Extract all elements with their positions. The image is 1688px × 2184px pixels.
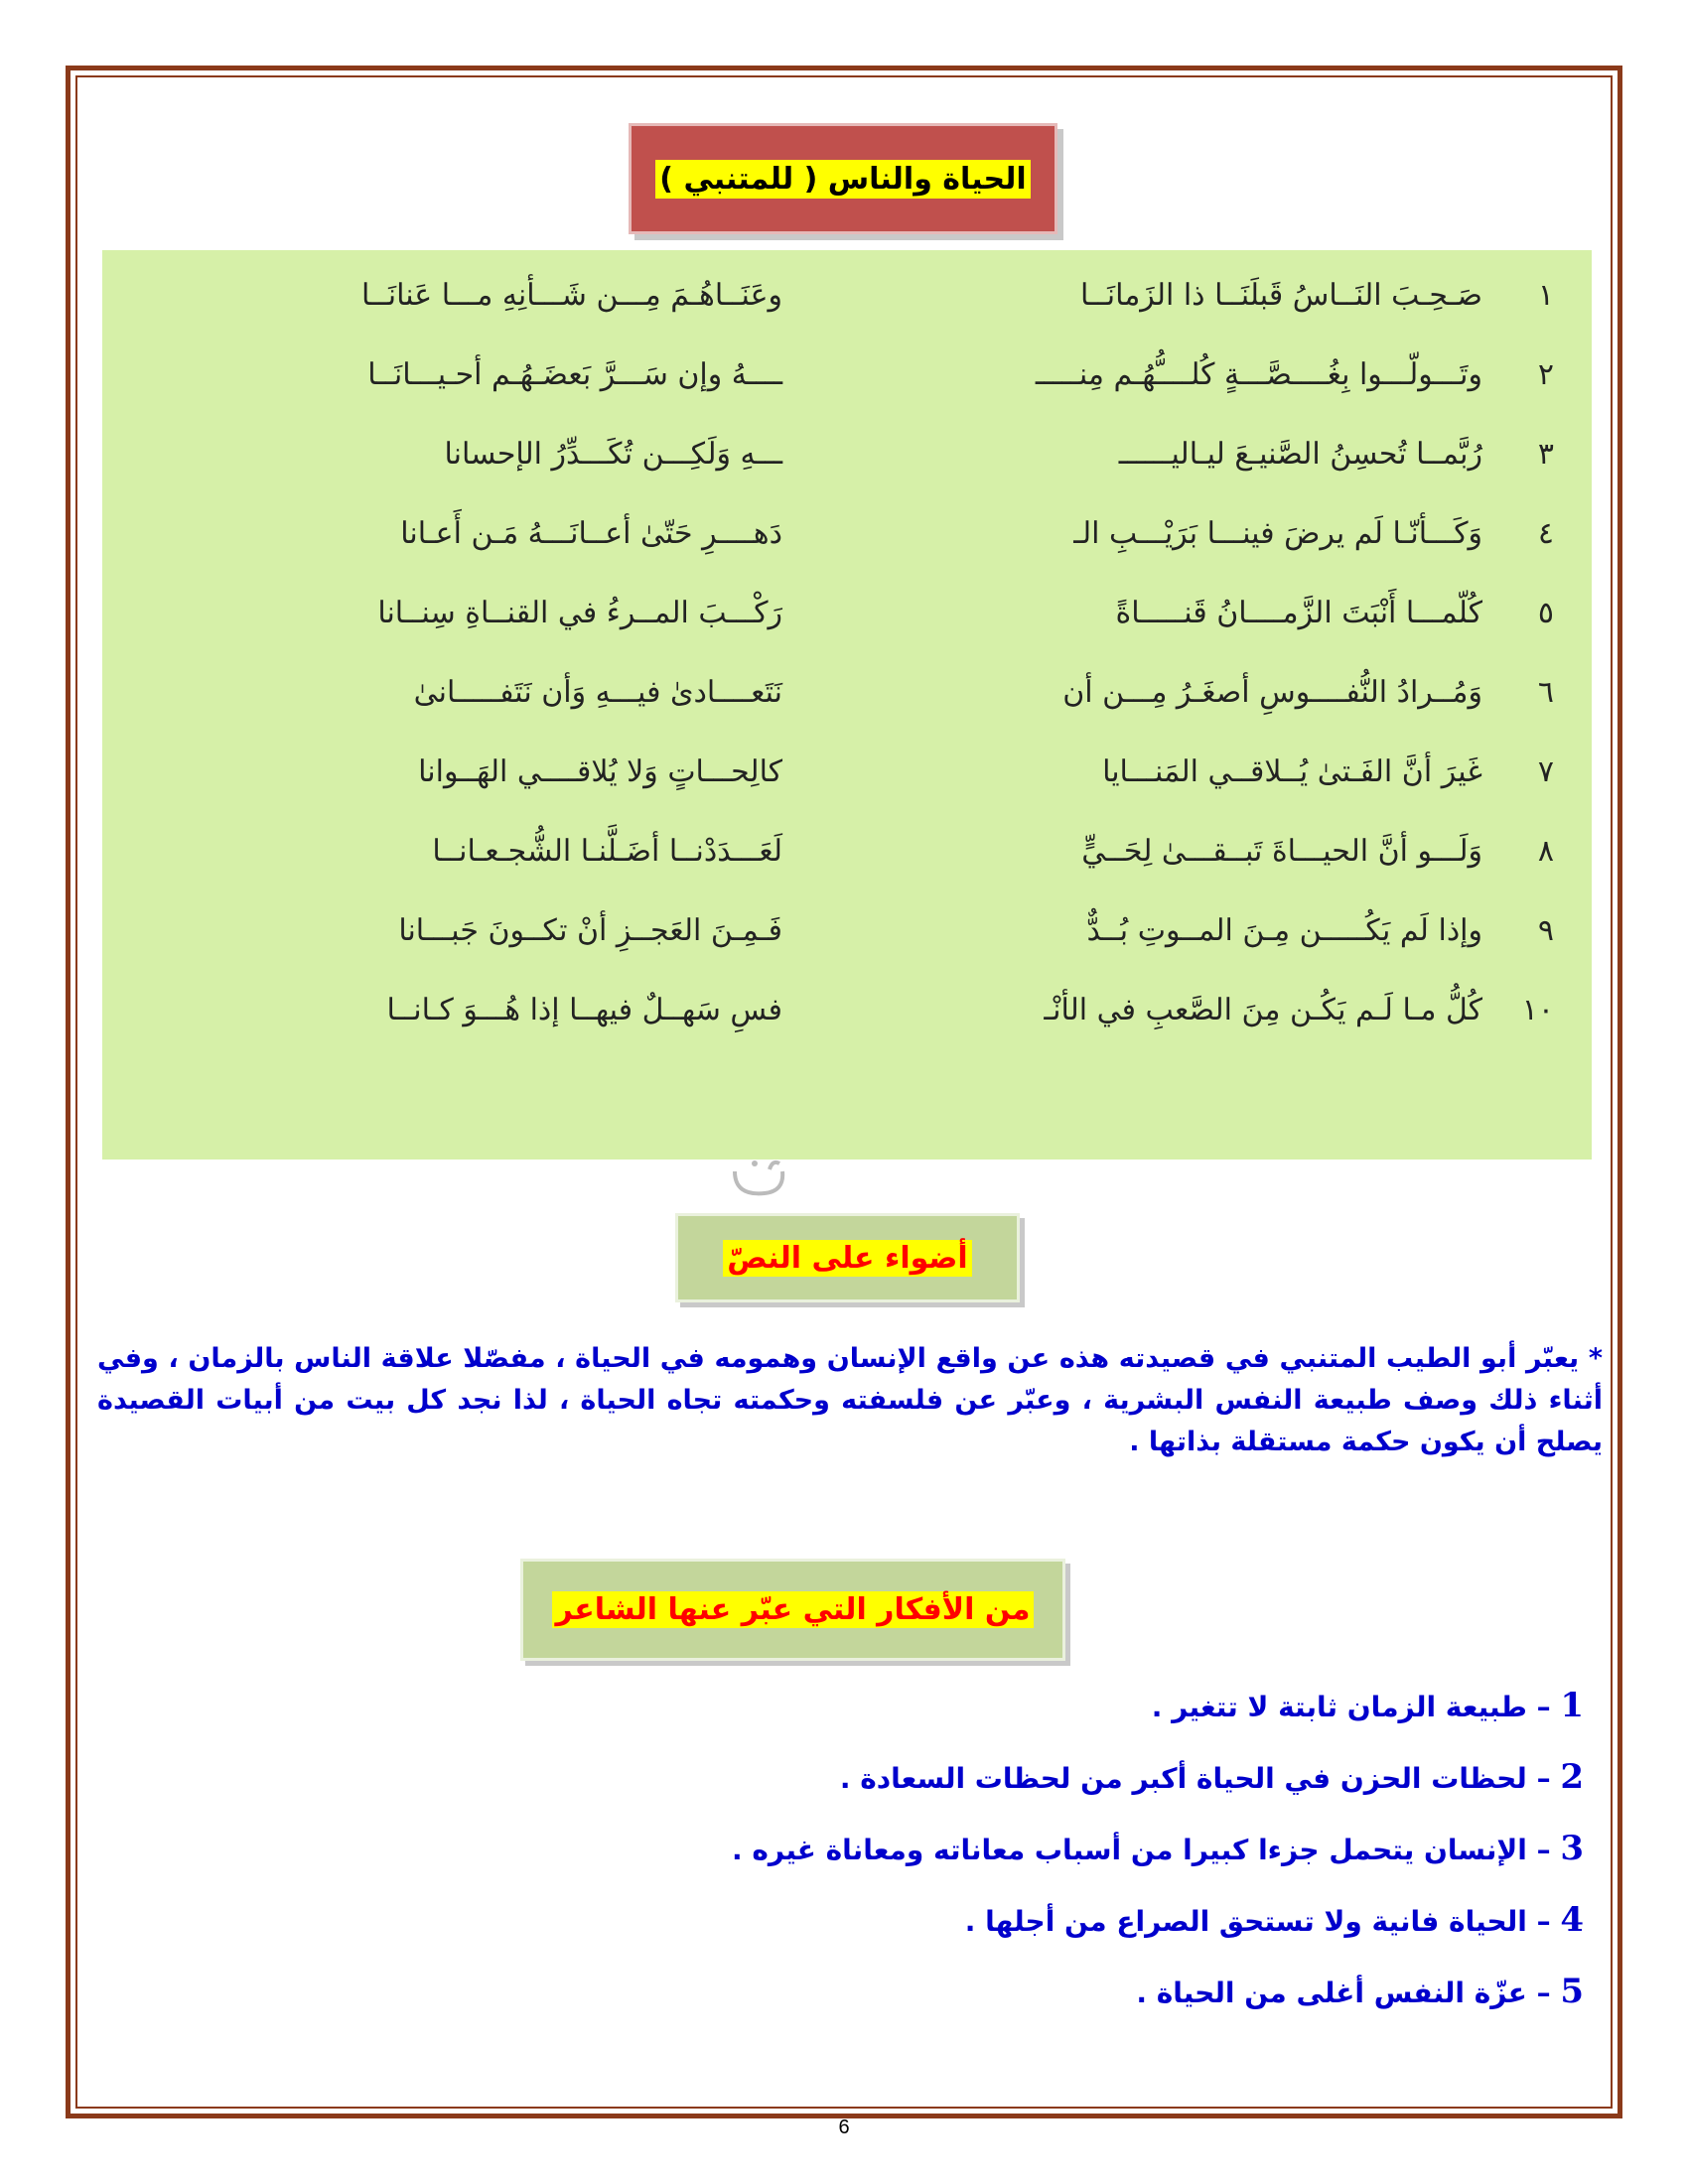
verse-first-hemistich: كُلّمـــا أَنْبَتَ الزَّمــــانُ قَنـــــاةً	[1115, 596, 1482, 630]
lights-section-header	[675, 1213, 1020, 1302]
verse-first-hemistich: وإذا لَم يَكُـــــن مِـنَ المــوتِ بُــدٌّ	[1086, 913, 1482, 948]
idea-item	[1136, 1972, 1584, 2011]
ideas-section-title: من الأفكار التي عبّر عنها الشاعر	[552, 1591, 1035, 1628]
verse-number: ٥	[1537, 596, 1554, 630]
verse-second-hemistich: دَهــــرِ حَتّىٰ أعــانَـــهُ مَـن أَعـانا	[400, 516, 782, 551]
verse-second-hemistich: كالِحـــاتٍ وَلا يُلاقــــي الهَــوانا	[418, 754, 782, 789]
verse-number: ١	[1537, 278, 1554, 313]
verse-row	[102, 340, 1592, 419]
lights-section-title: أضواء على النصّ	[723, 1240, 971, 1277]
poem-box	[102, 250, 1592, 1160]
verse-row	[102, 657, 1592, 737]
verse-row	[102, 737, 1592, 816]
verse-number: ٣	[1537, 437, 1554, 472]
verse-number: ٤	[1537, 516, 1554, 551]
verse-number: ٨	[1537, 834, 1554, 869]
verse-second-hemistich: فسِ سَهــلٌ فيهــا إذا هُـــوَ كـانــا	[386, 993, 782, 1027]
verse-first-hemistich: رُبَّمــا تُحسِنُ الصَّنيـعَ ليـاليــــــ	[1118, 437, 1482, 472]
verse-first-hemistich: وتَـــولّـــوا بِغُــــصَّـــةٍ كُلــــُّهُـم مِنـــــ	[1035, 357, 1482, 392]
verse-first-hemistich: وَلَـــو أنَّ الحيـــاةَ تَبــقـــىٰ لِحَــيٍّ	[1081, 834, 1482, 869]
idea-item	[732, 1829, 1584, 1868]
verse-first-hemistich: صَـحِـبَ النَــاسُ قَبلَنَــا ذا الزَمانَــا	[1080, 278, 1482, 313]
idea-number: 3	[1560, 1829, 1584, 1868]
verse-row	[102, 578, 1592, 657]
idea-text: – الإنسان يتحمل جزءا كبيرا من أسباب معاناته ومعاناة غيره .	[732, 1834, 1551, 1866]
verse-second-hemistich: نَتَعــــادىٰ فيـــهِ وَأن نَتَفـــــانىٰ	[413, 675, 782, 710]
idea-number: 5	[1560, 1972, 1584, 2011]
verse-number: ٩	[1537, 913, 1554, 948]
verse-first-hemistich: كُلُّ مـا لَـم يَكُـن مِنَ الصَّعبِ في الأنْـ	[1044, 993, 1482, 1027]
verse-number: ٢	[1537, 357, 1554, 392]
idea-text: – طبيعة الزمان ثابتة لا تتغير .	[1151, 1691, 1551, 1723]
idea-item	[965, 1900, 1584, 1940]
verse-second-hemistich: فَـمِـنَ العَجــزِ أنْ تكــونَ جَبـــانا	[398, 913, 782, 948]
verse-number: ٦	[1537, 675, 1554, 710]
verse-first-hemistich: وَكَـــأنّـا لَم يرضَ فينـــا بَرَيْـــبِ الـ	[1073, 516, 1482, 551]
verse-second-hemistich: ــــهُ وإن سَـــرَّ بَعضَـهُـم أحـيـــانَــا	[367, 357, 782, 392]
page-title: الحياة والناس ( للمتنبي )	[655, 160, 1030, 199]
idea-number: 4	[1560, 1900, 1584, 1940]
title-box	[629, 123, 1057, 234]
idea-text: – عزّة النفس أغلى من الحياة .	[1136, 1977, 1551, 2009]
ideas-section-header	[520, 1559, 1065, 1661]
verse-row	[102, 816, 1592, 895]
verse-second-hemistich: رَكْـــبَ المــرءُ في القنــاةِ سِنــانا	[377, 596, 782, 630]
verse-row	[102, 975, 1592, 1054]
idea-number: 2	[1560, 1757, 1584, 1797]
verse-first-hemistich: غَيرَ أنَّ الفَـتىٰ يُــلاقــي المَنـــايا	[1102, 754, 1482, 789]
verse-second-hemistich: ـــهِ وَلَكِـــن تُكَـــدِّرُ الإحسانا	[444, 437, 782, 472]
verse-number: ٧	[1537, 754, 1554, 789]
watermark-mark	[725, 1152, 804, 1201]
idea-number: 1	[1560, 1686, 1584, 1725]
analysis-paragraph: * يعبّر أبو الطيب المتنبي في قصيدته هذه عن واقع الإنسان وهمومه في الحياة ، مفصّلا علاقة الناس بالزمان ، وفي أثناء ذلك وصف طبيعة النفس البشرية ، وعبّر عن فلسفته وحكمته تجاه الحياة ، لذا نجد كل بيت من أبيات القصيدة يصلح أن يكون حكمة مستقلة بذاتها .	[97, 1343, 1603, 1457]
idea-text: – لحظات الحزن في الحياة أكبر من لحظات السعادة .	[839, 1762, 1551, 1795]
verse-second-hemistich: وعَنَــاهُـمَ مِـــن شَـــأنِهِ مـــا عَنانَــا	[361, 278, 782, 313]
verse-number: ١٠	[1521, 993, 1554, 1027]
verse-row	[102, 498, 1592, 578]
idea-text: – الحياة فانية ولا تستحق الصراع من أجلها .	[964, 1905, 1551, 1938]
verse-row	[102, 895, 1592, 975]
page-number: 6	[838, 2116, 850, 2138]
idea-item	[840, 1757, 1584, 1797]
verse-first-hemistich: وَمُــرادُ النُّفــــوسِ أصغَـرُ مِـــن أن	[1062, 675, 1482, 710]
idea-item	[1152, 1686, 1584, 1725]
verse-second-hemistich: لَعَـــدَدْنــا أضَـلَّنـا الشُّجـعـانــا	[432, 834, 782, 869]
verse-row	[102, 419, 1592, 498]
verse-row	[102, 260, 1592, 340]
